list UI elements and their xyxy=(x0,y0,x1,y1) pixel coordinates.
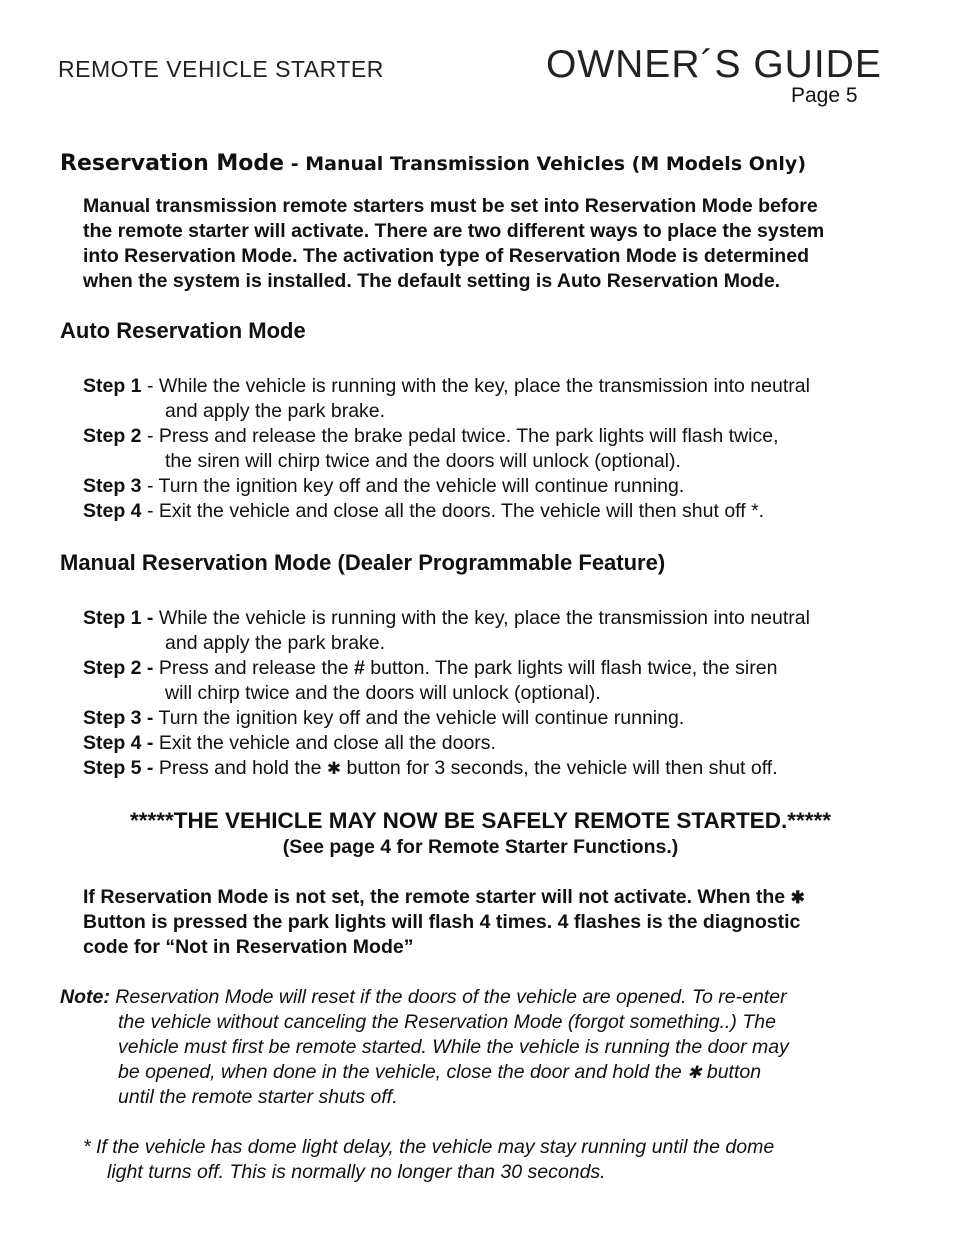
step-text: Turn the ignition key off and the vehicle will continue running. xyxy=(153,707,685,729)
manual-step-1 xyxy=(83,606,810,631)
warning-line: code for “Not in Reservation Mode” xyxy=(83,936,414,958)
auto-steps-list xyxy=(83,374,810,524)
step-label: Step 2 - xyxy=(83,657,154,679)
step-text-cont: and apply the park brake. xyxy=(165,632,386,654)
footnote xyxy=(83,1135,774,1185)
manual-step-4 xyxy=(83,731,810,756)
star-button-icon: ✱ xyxy=(790,888,805,907)
star-button-icon: ✱ xyxy=(687,1063,702,1082)
step-sep: - xyxy=(141,500,159,522)
auto-step-1 xyxy=(83,374,810,399)
manual-step-3 xyxy=(83,706,810,731)
note-text: Reservation Mode will reset if the doors of the vehicle are opened. To re-enter xyxy=(109,986,787,1008)
safe-start-banner: *****THE VEHICLE MAY NOW BE SAFELY REMOTE STARTED.***** xyxy=(130,808,831,833)
step-label: Step 5 - xyxy=(83,757,154,779)
warning-line xyxy=(83,885,805,910)
step-label: Step 4 xyxy=(83,500,142,522)
step-text-cont: the siren will chirp twice and the doors will unlock (optional). xyxy=(165,450,681,472)
note-block xyxy=(60,985,789,1110)
intro-line: into Reservation Mode. The activation type of Reservation Mode is determined xyxy=(83,245,809,267)
step-text-cont: will chirp twice and the doors will unlock (optional). xyxy=(165,682,601,704)
note-line: the vehicle without canceling the Reservation Mode (forgot something..) The xyxy=(118,1011,776,1033)
footnote-line: * If the vehicle has dome light delay, the vehicle may stay running until the dome xyxy=(83,1136,775,1158)
guide-subtitle: REMOTE VEHICLE STARTER xyxy=(58,56,384,82)
step-sep: - xyxy=(141,425,159,447)
page-number: Page 5 xyxy=(791,84,858,107)
note-line: vehicle must first be remote started. While the vehicle is running the door may xyxy=(118,1036,789,1058)
warning-line: Button is pressed the park lights will flash 4 times. 4 flashes is the diagnostic xyxy=(83,911,801,933)
step-text: Press and hold the xyxy=(153,757,327,779)
note-line: until the remote starter shuts off. xyxy=(118,1086,398,1108)
not-set-warning xyxy=(83,885,805,960)
step-text: Press and release the xyxy=(153,657,354,679)
note-label: Note: xyxy=(60,986,110,1008)
step-text: button. The park lights will flash twice, the siren xyxy=(364,657,778,679)
step-text: button for 3 seconds, the vehicle will then shut off. xyxy=(341,757,778,779)
step-label: Step 1 - xyxy=(83,607,154,629)
section-title-main: Reservation Mode xyxy=(60,151,285,176)
see-page-reference: (See page 4 for Remote Starter Functions.) xyxy=(282,836,679,858)
note-text: button xyxy=(701,1061,762,1083)
manual-step-5 xyxy=(83,756,810,781)
step-text: Exit the vehicle and close all the doors. The vehicle will then shut off *. xyxy=(158,500,765,522)
step-text: While the vehicle is running with the key, place the transmission into neutral xyxy=(153,607,810,629)
step-text: While the vehicle is running with the key, place the transmission into neutral xyxy=(158,375,810,397)
step-sep: - xyxy=(141,375,159,397)
auto-step-3 xyxy=(83,474,810,499)
step-sep: - xyxy=(141,475,159,497)
auto-step-2 xyxy=(83,424,810,449)
intro-line: Manual transmission remote starters must be set into Reservation Mode before xyxy=(83,195,818,217)
auto-step-4 xyxy=(83,499,810,524)
intro-line: when the system is installed. The default setting is Auto Reservation Mode. xyxy=(83,270,781,292)
step-label: Step 3 - xyxy=(83,707,154,729)
auto-mode-heading: Auto Reservation Mode xyxy=(60,318,306,343)
intro-paragraph xyxy=(83,194,824,294)
step-text: Turn the ignition key off and the vehicle will continue running. xyxy=(158,475,685,497)
note-line xyxy=(60,1060,789,1085)
section-title-sub: - Manual Transmission Vehicles (M Models Only) xyxy=(284,153,806,175)
footnote-line: light turns off. This is normally no longer than 30 seconds. xyxy=(107,1161,606,1183)
guide-title: OWNER´S GUIDE xyxy=(546,43,882,86)
manual-steps-list xyxy=(83,606,810,781)
warning-text: If Reservation Mode is not set, the remote starter will not activate. When the xyxy=(83,886,791,908)
step-label: Step 3 xyxy=(83,475,142,497)
section-title xyxy=(60,151,806,176)
intro-line: the remote starter will activate. There are two different ways to place the system xyxy=(83,220,825,242)
step-text-cont: and apply the park brake. xyxy=(165,400,386,422)
step-label: Step 2 xyxy=(83,425,142,447)
step-label: Step 4 - xyxy=(83,732,154,754)
note-text: be opened, when done in the vehicle, close the door and hold the xyxy=(118,1061,688,1083)
step-label: Step 1 xyxy=(83,375,142,397)
hash-button-symbol: # xyxy=(353,657,365,679)
note-line xyxy=(60,985,789,1010)
step-text: Press and release the brake pedal twice. The park lights will flash twice, xyxy=(158,425,779,447)
manual-mode-heading: Manual Reservation Mode (Dealer Programmable Feature) xyxy=(60,550,666,575)
manual-step-2 xyxy=(83,656,810,681)
step-text: Exit the vehicle and close all the doors. xyxy=(153,732,496,754)
star-button-icon: ✱ xyxy=(326,759,342,778)
